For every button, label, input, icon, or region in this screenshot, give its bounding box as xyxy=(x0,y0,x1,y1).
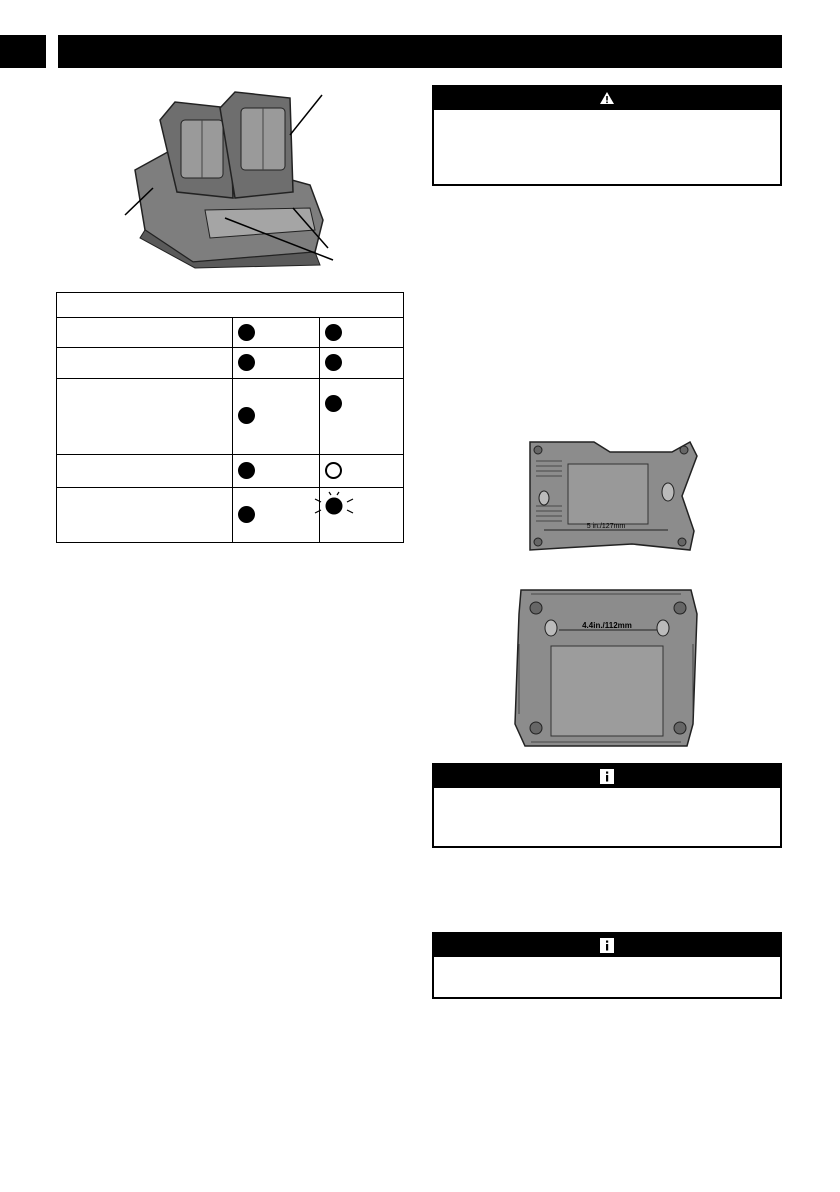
led-on-icon xyxy=(238,407,255,424)
led-on-icon xyxy=(238,506,255,523)
led-off-icon xyxy=(325,462,342,479)
note-bar xyxy=(434,934,780,957)
table-row xyxy=(57,318,403,348)
led-on-icon xyxy=(238,462,255,479)
led-on-icon xyxy=(325,395,342,412)
dimension-label: 5 in./127mm xyxy=(586,523,626,530)
led-on-icon xyxy=(238,324,255,341)
header-bar xyxy=(58,35,782,68)
table-header xyxy=(57,293,403,318)
info-icon xyxy=(600,769,614,789)
led-on-icon xyxy=(325,324,342,341)
info-icon xyxy=(600,938,614,958)
warning-triangle-icon xyxy=(599,91,615,110)
charger-bottom-view-2 xyxy=(511,584,701,752)
led-on-icon xyxy=(238,354,255,371)
note-box xyxy=(432,763,782,848)
warning-bar xyxy=(434,87,780,110)
charger-bottom-view-1 xyxy=(522,436,702,556)
section-tab xyxy=(0,35,46,68)
table-row xyxy=(57,455,403,488)
table-row xyxy=(57,379,403,455)
warning-box xyxy=(432,85,782,186)
table-row xyxy=(57,348,403,379)
note-box xyxy=(432,932,782,999)
dimension-label: 4.4in./112mm xyxy=(582,621,632,630)
note-bar xyxy=(434,765,780,788)
table-row xyxy=(57,488,403,542)
led-on-icon xyxy=(325,354,342,371)
led-flashing-icon xyxy=(312,491,356,521)
charger-illustration xyxy=(115,80,345,270)
led-status-table xyxy=(56,292,404,543)
